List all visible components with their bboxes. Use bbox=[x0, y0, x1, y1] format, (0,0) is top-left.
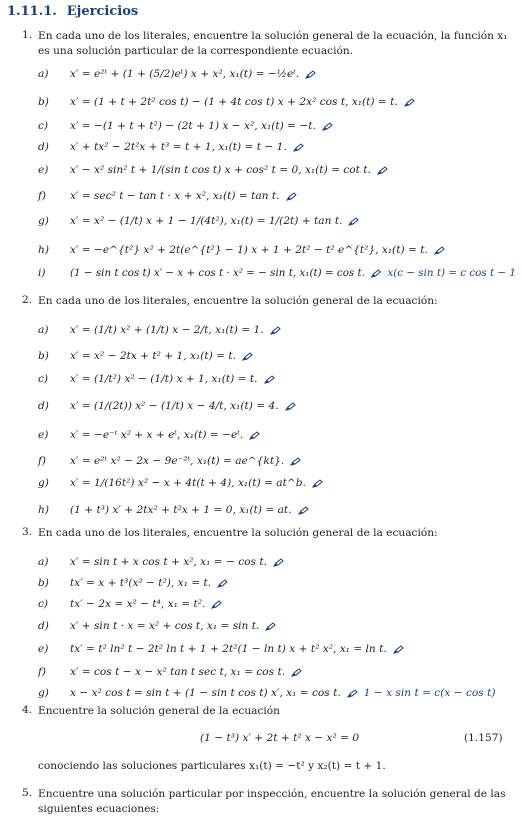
equation-text: x′ = x² − (1/t) x + 1 − 1/(4t²), x₁(t) = 1/(2t) + tan t. bbox=[70, 215, 343, 227]
equation-text: x′ = (1/t) x² + (1/t) x − 2/t, x₁(t) = 1. bbox=[70, 324, 264, 336]
equation-text: x′ = −e⁻ᵗ x² + x + eᵗ, x₁(t) = −eᵗ. bbox=[70, 429, 244, 441]
item-label: d) bbox=[38, 141, 49, 153]
item-label: g) bbox=[38, 687, 49, 699]
item-equation bbox=[70, 598, 222, 610]
equation-text: x′ = −e^{t²} x² + 2t(e^{t²} − 1) x + 1 + 2t² − t² e^{t²}, x₁(t) = t. bbox=[70, 244, 428, 256]
section-title: Ejercicios bbox=[66, 4, 139, 19]
pencil-icon[interactable] bbox=[393, 645, 404, 654]
item-equation bbox=[70, 504, 309, 516]
pencil-icon[interactable] bbox=[293, 143, 304, 152]
item-equation bbox=[70, 477, 323, 489]
item-equation bbox=[70, 164, 388, 176]
equation-text: x′ + sin t · x = x² + cos t, x₁ = sin t. bbox=[70, 620, 260, 632]
item-label: a) bbox=[38, 68, 49, 80]
equation-text: (1 + t³) x′ + 2tx² + t²x + 1 = 0, x₁(t) = at. bbox=[70, 504, 292, 516]
item-label: a) bbox=[38, 556, 49, 568]
pencil-icon[interactable] bbox=[312, 479, 323, 488]
equation-text: x′ = x² − 2tx + t² + 1, x₁(t) = t. bbox=[70, 350, 236, 362]
item-equation bbox=[70, 68, 316, 80]
problem-statement: En cada uno de los literales, encuentre la solución general de la ecuación, la función x₁ es una solución particular de la correspondiente ecuación. bbox=[38, 30, 508, 57]
item-equation bbox=[70, 666, 302, 678]
pencil-icon[interactable] bbox=[305, 70, 316, 79]
item-label: g) bbox=[38, 477, 49, 489]
item-equation bbox=[70, 620, 276, 632]
pencil-icon[interactable] bbox=[291, 668, 302, 677]
item-label: g) bbox=[38, 215, 49, 227]
equation-text: x′ = e²ᵗ x² − 2x − 9e⁻²ᵗ, x₁(t) = ae^{kt}. bbox=[70, 455, 285, 467]
equation-text: x′ = 1/(16t²) x² − x + 4t(t + 4), x₁(t) = at^b. bbox=[70, 477, 306, 489]
pencil-icon[interactable] bbox=[264, 375, 275, 384]
item-label: c) bbox=[38, 373, 49, 385]
pencil-icon[interactable] bbox=[273, 558, 284, 567]
item-equation bbox=[70, 324, 281, 336]
problem-number: 4. bbox=[22, 704, 33, 716]
item-equation bbox=[70, 400, 296, 412]
equation-text: x′ = e²ᵗ + (1 + (5/2)eᵗ) x + x², x₁(t) = −½eᵗ. bbox=[70, 68, 300, 80]
pencil-icon[interactable] bbox=[270, 326, 281, 335]
equation-number: (1.157) bbox=[464, 732, 503, 744]
item-label: f) bbox=[38, 190, 47, 202]
item-label: b) bbox=[38, 96, 49, 108]
section-number: 1.11.1. bbox=[7, 4, 57, 19]
problem-followup: conociendo las soluciones particulares x₁(t) = −t² y x₂(t) = t + 1. bbox=[38, 760, 386, 772]
pencil-icon[interactable] bbox=[404, 98, 415, 107]
item-label: c) bbox=[38, 120, 49, 132]
equation-text: x′ = sec² t − tan t · x + x², x₁(t) = tan t. bbox=[70, 190, 280, 202]
item-equation bbox=[70, 556, 284, 568]
pencil-icon[interactable] bbox=[348, 217, 359, 226]
item-equation bbox=[70, 429, 260, 441]
item-label: f) bbox=[38, 455, 47, 467]
display-equation: (1 − t³) x′ + 2t + t² x − x² = 0 bbox=[200, 732, 360, 744]
item-equation bbox=[70, 141, 304, 153]
problem-statement: Encuentre una solución particular por inspección, encuentre la solución general de las siguientes ecuaciones: bbox=[38, 788, 506, 815]
pencil-icon[interactable] bbox=[242, 352, 253, 361]
item-equation bbox=[70, 267, 516, 279]
item-label: e) bbox=[38, 643, 49, 655]
problem-statement: Encuentre la solución general de la ecuación bbox=[38, 705, 280, 717]
item-equation bbox=[70, 350, 253, 362]
problem-statement: En cada uno de los literales, encuentre la solución general de la ecuación: bbox=[38, 295, 438, 307]
item-label: i) bbox=[38, 267, 46, 279]
pencil-icon[interactable] bbox=[249, 431, 260, 440]
pencil-icon[interactable] bbox=[377, 166, 388, 175]
item-label: f) bbox=[38, 666, 47, 678]
item-equation bbox=[70, 643, 404, 655]
item-label: h) bbox=[38, 244, 49, 256]
item-label: c) bbox=[38, 598, 49, 610]
pencil-icon[interactable] bbox=[265, 622, 276, 631]
equation-text: tx′ − 2x = x² − t⁴, x₁ = t². bbox=[70, 598, 206, 610]
equation-text: x − x² cos t = sin t + (1 − sin t cos t) x′, x₁ = cos t. bbox=[70, 687, 341, 699]
pencil-icon[interactable] bbox=[285, 402, 296, 411]
item-label: h) bbox=[38, 504, 49, 516]
item-equation bbox=[70, 190, 297, 202]
equation-text: x′ = (1/t²) x² − (1/t) x + 1, x₁(t) = t. bbox=[70, 373, 258, 385]
equation-text: x′ = (1 + t + 2t² cos t) − (1 + 4t cos t) x + 2x² cos t, x₁(t) = t. bbox=[70, 96, 398, 108]
equation-text: tx′ = t² ln² t − 2t² ln t + 1 + 2t²(1 − ln t) x + t² x², x₁ = ln t. bbox=[70, 643, 387, 655]
item-equation bbox=[70, 577, 228, 589]
pencil-icon[interactable] bbox=[286, 192, 297, 201]
answer-text: x(c − sin t) = c cos t − 1 bbox=[387, 267, 516, 279]
pencil-icon[interactable] bbox=[434, 246, 445, 255]
pencil-icon[interactable] bbox=[347, 689, 358, 698]
equation-text: tx′ = x + t³(x² − t²), x₁ = t. bbox=[70, 577, 212, 589]
problem-number: 5. bbox=[22, 787, 33, 799]
problem-number: 2. bbox=[22, 294, 33, 306]
item-equation bbox=[70, 373, 275, 385]
problem-number: 3. bbox=[22, 526, 33, 538]
equation-text: x′ = cos t − x − x² tan t sec t, x₁ = cos t. bbox=[70, 666, 286, 678]
pencil-icon[interactable] bbox=[298, 506, 309, 515]
item-label: e) bbox=[38, 429, 49, 441]
equation-text: x′ − x² sin² t + 1/(sin t cos t) x + cos² t = 0, x₁(t) = cot t. bbox=[70, 164, 371, 176]
problem-number: 1. bbox=[22, 29, 33, 41]
item-equation bbox=[70, 96, 415, 108]
item-label: b) bbox=[38, 350, 49, 362]
item-label: d) bbox=[38, 400, 49, 412]
equation-text: x′ = −(1 + t + t²) − (2t + 1) x − x², x₁(t) = −t. bbox=[70, 120, 316, 132]
pencil-icon[interactable] bbox=[290, 457, 301, 466]
equation-text: x′ + tx² − 2t²x + t³ = t + 1, x₁(t) = t − 1. bbox=[70, 141, 287, 153]
pencil-icon[interactable] bbox=[371, 269, 382, 278]
pencil-icon[interactable] bbox=[211, 600, 222, 609]
equation-text: x′ = (1/(2t)) x² − (1/t) x − 4/t, x₁(t) = 4. bbox=[70, 400, 279, 412]
item-equation bbox=[70, 455, 301, 467]
section-heading bbox=[7, 4, 138, 19]
item-equation bbox=[70, 215, 359, 227]
pencil-icon[interactable] bbox=[322, 122, 333, 131]
equation-text: x′ = sin t + x cos t + x², x₁ = − cos t. bbox=[70, 556, 267, 568]
item-label: a) bbox=[38, 324, 49, 336]
item-equation bbox=[70, 244, 445, 256]
problem-statement: En cada uno de los literales, encuentre la solución general de la ecuación: bbox=[38, 527, 438, 539]
item-label: d) bbox=[38, 620, 49, 632]
item-equation bbox=[70, 120, 333, 132]
item-label: e) bbox=[38, 164, 49, 176]
pencil-icon[interactable] bbox=[217, 579, 228, 588]
answer-text: 1 − x sin t = c(x − cos t) bbox=[363, 687, 496, 699]
item-equation bbox=[70, 687, 495, 699]
equation-text: (1 − sin t cos t) x′ − x + cos t · x² = − sin t, x₁(t) = cos t. bbox=[70, 267, 365, 279]
item-label: b) bbox=[38, 577, 49, 589]
